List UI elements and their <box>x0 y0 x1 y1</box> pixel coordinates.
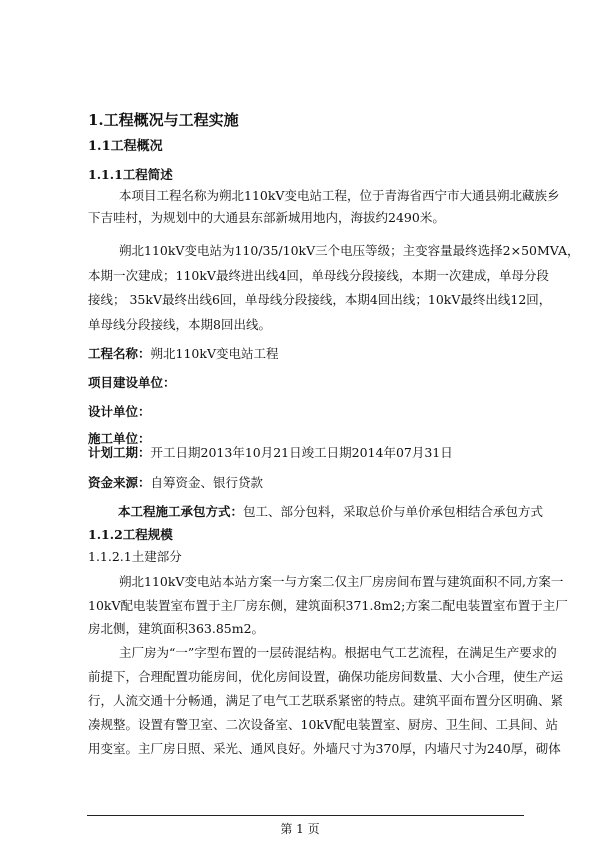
intro-line-2: 下吉哇村，为规划中的大通县东部新城用地内，海拔约2490米。 <box>88 210 445 225</box>
civil-b-line-2: 前提下，合理配置功能房间，优化房间设置，确保功能房间数量、大小合理，使生产运 <box>88 669 564 684</box>
footer-divider <box>87 815 524 816</box>
field-owner <box>88 375 176 391</box>
field-value: 开工日期2013年10月21日竣工日期2014年07月31日 <box>150 445 453 460</box>
field-label: 施工单位： <box>88 431 151 446</box>
civil-b-line-1: 主厂房为“一”字型布置的一层砖混结构。根据电气工艺流程，在满足生产要求的 <box>119 645 557 660</box>
field-project-name <box>88 346 278 362</box>
field-design <box>88 404 151 420</box>
civil-b-line-3: 行，人流交通十分畅通，满足了电气工艺联系紧密的特点。建筑平面布置分区明确、紧 <box>88 693 564 708</box>
civil-a-line-1: 朔北110kV变电站本站方案一与方案二仅主厂房房间布置与建筑面积不同,方案一 <box>119 574 564 589</box>
field-period <box>88 445 453 461</box>
field-funding <box>88 475 263 491</box>
heading-1: 1.工程概况与工程实施 <box>88 111 239 129</box>
field-label: 计划工期： <box>88 445 151 460</box>
heading-4-civil: 1.1.2.1土建部分 <box>88 549 182 564</box>
field-label: 本工程施工承包方式： <box>118 504 244 519</box>
heading-3-scale: 1.1.2工程规模 <box>88 527 173 542</box>
intro-line-1: 本项目工程名称为朔北110kV变电站工程，位于青海省西宁市大通县朔北藏族乡 <box>119 188 560 203</box>
field-value: 朔北110kV变电站工程 <box>150 346 279 361</box>
voltage-line-2: 本期一次建成；110kV最终进出线4回，单母线分段接线，本期一次建成，单母分段 <box>88 268 549 283</box>
civil-b-line-4: 凑规整。设置有警卫室、二次设备室、10kV配电装置室、厨房、卫生间、工具间、站 <box>88 717 559 732</box>
field-value: 包工、部分包料，采取总价与单价承包相结合承包方式 <box>243 504 544 519</box>
field-label: 项目建设单位： <box>88 375 176 390</box>
page-number: 第 1 页 <box>280 822 320 836</box>
voltage-line-1: 朔北110kV变电站为110/35/10kV三个电压等级；主变容量最终选择2×50MVA， <box>119 243 580 258</box>
heading-3-overview: 1.1.1工程简述 <box>88 167 173 182</box>
voltage-line-3: 接线； 35kV最终出线6回，单母线分段接线，本期4回出线；10kV最终出线12回， <box>88 292 552 307</box>
field-value: 自筹资金、银行贷款 <box>150 475 264 490</box>
voltage-line-4: 单母线分段接线，本期8回出线。 <box>88 317 271 332</box>
civil-b-line-5: 用变室。主厂房日照、采光、通风良好。外墙尺寸为370厚，内墙尺寸为240厚，砌体 <box>88 741 561 756</box>
heading-2: 1.1工程概况 <box>88 139 163 154</box>
civil-a-line-3: 房北侧，建筑面积363.85m2。 <box>88 621 265 636</box>
field-label: 资金来源： <box>88 475 151 490</box>
field-label: 设计单位： <box>88 404 151 419</box>
civil-a-line-2: 10kV配电装置室布置于主厂房东侧，建筑面积371.8m2;方案二配电装置室布置于主厂 <box>88 598 568 613</box>
field-contract <box>118 504 543 520</box>
field-label: 工程名称： <box>88 346 151 361</box>
